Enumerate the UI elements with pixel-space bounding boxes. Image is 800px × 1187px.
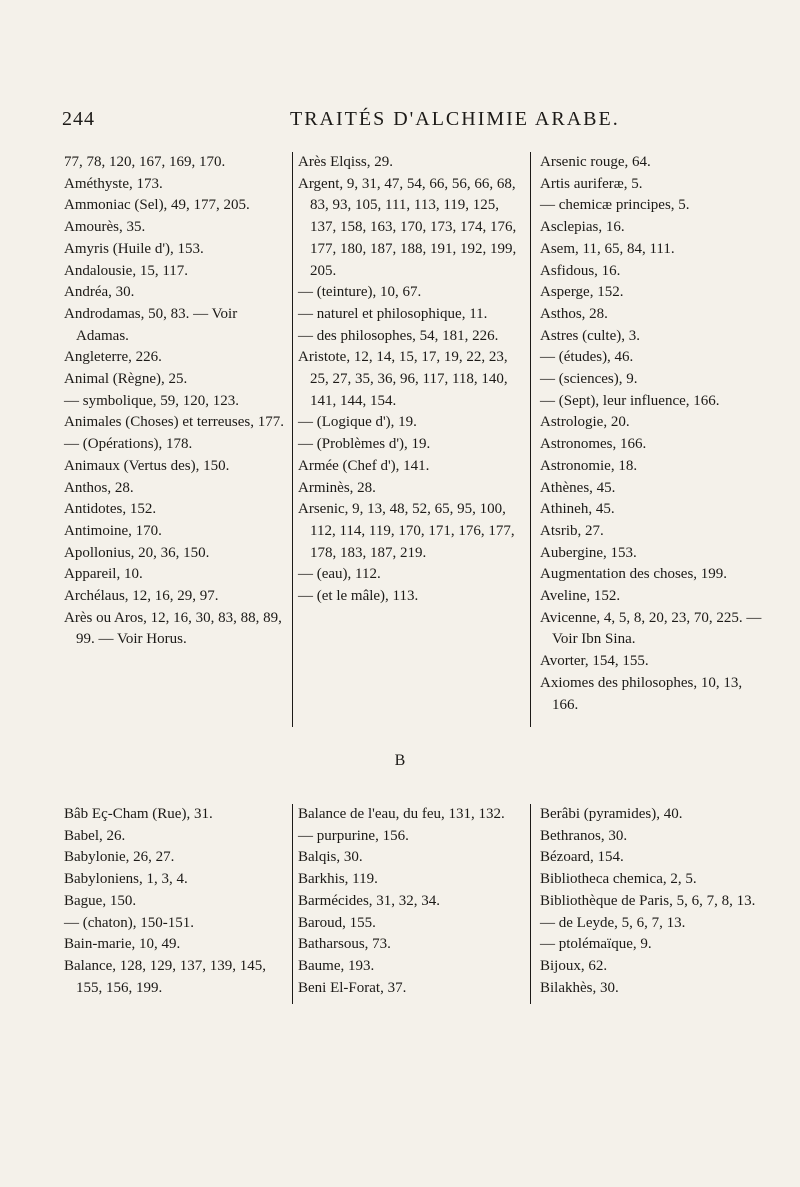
section-letter: B: [394, 752, 406, 769]
index-entry: Avorter, 154, 155.: [540, 653, 649, 670]
index-entry: Antimoine, 170.: [64, 522, 162, 539]
index-entry: — purpurine, 156.: [298, 827, 409, 844]
index-entry: — des philosophes, 54, 181, 226.: [298, 327, 499, 344]
index-entry: Antidotes, 152.: [64, 501, 157, 518]
index-entry: Asthos, 28.: [540, 305, 608, 322]
index-entry: Atsrib, 27.: [540, 522, 604, 539]
index-entry: — symbolique, 59, 120, 123.: [64, 392, 239, 409]
index-entry: Armée (Chef d'), 141.: [298, 457, 430, 474]
index-entry: Astrologie, 20.: [540, 414, 630, 431]
index-entry: — (sciences), 9.: [540, 371, 638, 388]
index-entry: — (et le mâle), 113.: [298, 588, 419, 605]
index-entry: Baroud, 155.: [298, 914, 376, 931]
index-entry: Andalousie, 15, 117.: [64, 262, 189, 279]
index-entry: — (Opérations), 178.: [64, 436, 193, 453]
index-entry: Animal (Règne), 25.: [64, 371, 188, 388]
index-entry: Ammoniac (Sel), 49, 177, 205.: [64, 197, 250, 214]
index-entry: — chemicæ principes, 5.: [540, 197, 690, 214]
index-entry: Arsenic, 9, 13, 48, 52, 65, 95, 100, 112, 114, 119, 170, 171, 176, 177, 178, 183, 187, 219.: [298, 501, 515, 561]
index-entry: — (eau), 112.: [298, 566, 381, 583]
index-entry: Bibliotheca chemica, 2, 5.: [540, 871, 697, 888]
column-divider: [292, 804, 293, 1004]
index-entry: Animales (Choses) et terreuses, 177.: [64, 414, 284, 431]
index-entry: Asfidous, 16.: [540, 262, 621, 279]
index-entry: Augmentation des choses, 199.: [540, 566, 728, 583]
index-entry: Berâbi (pyramides), 40.: [540, 806, 683, 822]
index-entry: Athènes, 45.: [540, 479, 616, 496]
index-entry: Bâb Eç-Cham (Rue), 31.: [64, 806, 213, 822]
column-divider: [530, 152, 531, 727]
index-column-b2: [298, 804, 524, 999]
index-entry: Animaux (Vertus des), 150.: [64, 457, 230, 474]
index-column-b3: [540, 804, 762, 999]
index-entry: Balqis, 30.: [298, 849, 363, 866]
index-entry: — (Logique d'), 19.: [298, 414, 417, 431]
index-entry: — de Leyde, 5, 6, 7, 13.: [540, 914, 686, 931]
index-entry: Bain-marie, 10, 49.: [64, 936, 181, 953]
index-entry: Aveline, 152.: [540, 588, 621, 605]
index-entry: — (teinture), 10, 67.: [298, 284, 422, 301]
index-entry: Arminès, 28.: [298, 479, 376, 496]
page-header: [0, 108, 800, 142]
index-entry: Barmécides, 31, 32, 34.: [298, 892, 441, 909]
index-entry: Andréa, 30.: [64, 284, 135, 301]
page-number: 244: [62, 108, 95, 130]
index-entry: Arsenic rouge, 64.: [540, 154, 651, 170]
index-entry: Asperge, 152.: [540, 284, 624, 301]
index-entry: Archélaus, 12, 16, 29, 97.: [64, 588, 219, 605]
index-entry: Angleterre, 226.: [64, 349, 162, 366]
index-entry: Beni El-Forat, 37.: [298, 979, 407, 996]
index-entry: Barkhis, 119.: [298, 871, 378, 888]
index-entry: — (Problèmes d'), 19.: [298, 436, 431, 453]
index-entry: Artis auriferæ, 5.: [540, 175, 643, 192]
index-column-a2: [298, 152, 524, 608]
index-entry: Apollonius, 20, 36, 150.: [64, 544, 210, 561]
index-entry: Babel, 26.: [64, 827, 126, 844]
index-entry: 77, 78, 120, 167, 169, 170.: [64, 154, 226, 170]
index-entry: Balance de l'eau, du feu, 131, 132.: [298, 806, 505, 822]
index-entry: Astronomes, 166.: [540, 436, 647, 453]
index-entry: Bijoux, 62.: [540, 957, 608, 974]
column-divider: [292, 152, 293, 727]
index-column-b1: [64, 804, 286, 999]
index-column-a1: [64, 152, 286, 651]
index-entry: Anthos, 28.: [64, 479, 134, 496]
index-entry: Asclepias, 16.: [540, 219, 625, 236]
index-entry: Appareil, 10.: [64, 566, 143, 583]
index-entry: Androdamas, 50, 83. — Voir Adamas.: [64, 305, 238, 344]
index-entry: Astronomie, 18.: [540, 457, 638, 474]
index-entry: Arès Elqiss, 29.: [298, 154, 393, 170]
index-entry: Batharsous, 73.: [298, 936, 391, 953]
index-entry: Avicenne, 4, 5, 8, 20, 23, 70, 225. — Voir Ibn Sina.: [540, 609, 762, 648]
index-entry: — naturel et philosophique, 11.: [298, 305, 488, 322]
index-entry: Balance, 128, 129, 137, 139, 145, 155, 156, 199.: [64, 957, 267, 996]
index-entry: Arès ou Aros, 12, 16, 30, 83, 88, 89, 99. — Voir Horus.: [64, 609, 282, 648]
running-title: TRAITÉS D'ALCHIMIE ARABE.: [290, 108, 620, 130]
index-entry: Axiomes des philosophes, 10, 13, 166.: [540, 674, 743, 713]
index-entry: Argent, 9, 31, 47, 54, 66, 56, 66, 68, 83, 93, 105, 111, 113, 119, 125, 137, 158, 163, 170, 173, 174, 176, 177, 180, 187, 188, 191, 192, 199, 205.: [298, 175, 517, 279]
index-entry: Bilakhès, 30.: [540, 979, 619, 996]
index-entry: Astres (culte), 3.: [540, 327, 640, 344]
index-entry: Bethranos, 30.: [540, 827, 628, 844]
index-entry: Babylonie, 26, 27.: [64, 849, 175, 866]
index-column-a3: [540, 152, 762, 716]
column-divider: [530, 804, 531, 1004]
index-entry: Aristote, 12, 14, 15, 17, 19, 22, 23, 25, 27, 35, 36, 96, 117, 118, 140, 141, 144, 154.: [298, 349, 508, 409]
index-entry: — (chaton), 150-151.: [64, 914, 194, 931]
index-entry: — (Sept), leur influence, 166.: [540, 392, 720, 409]
index-entry: Bibliothèque de Paris, 5, 6, 7, 8, 13.: [540, 892, 756, 909]
index-entry: Amourès, 35.: [64, 219, 146, 236]
index-entry: Aubergine, 153.: [540, 544, 637, 561]
index-entry: Athineh, 45.: [540, 501, 615, 518]
index-entry: Babyloniens, 1, 3, 4.: [64, 871, 188, 888]
index-entry: Bézoard, 154.: [540, 849, 624, 866]
index-entry: Amyris (Huile d'), 153.: [64, 240, 204, 257]
index-entry: — ptolémaïque, 9.: [540, 936, 652, 953]
index-entry: — (études), 46.: [540, 349, 634, 366]
index-entry: Bague, 150.: [64, 892, 137, 909]
index-entry: Baume, 193.: [298, 957, 375, 974]
index-entry: Améthyste, 173.: [64, 175, 163, 192]
index-entry: Asem, 11, 65, 84, 111.: [540, 240, 675, 257]
